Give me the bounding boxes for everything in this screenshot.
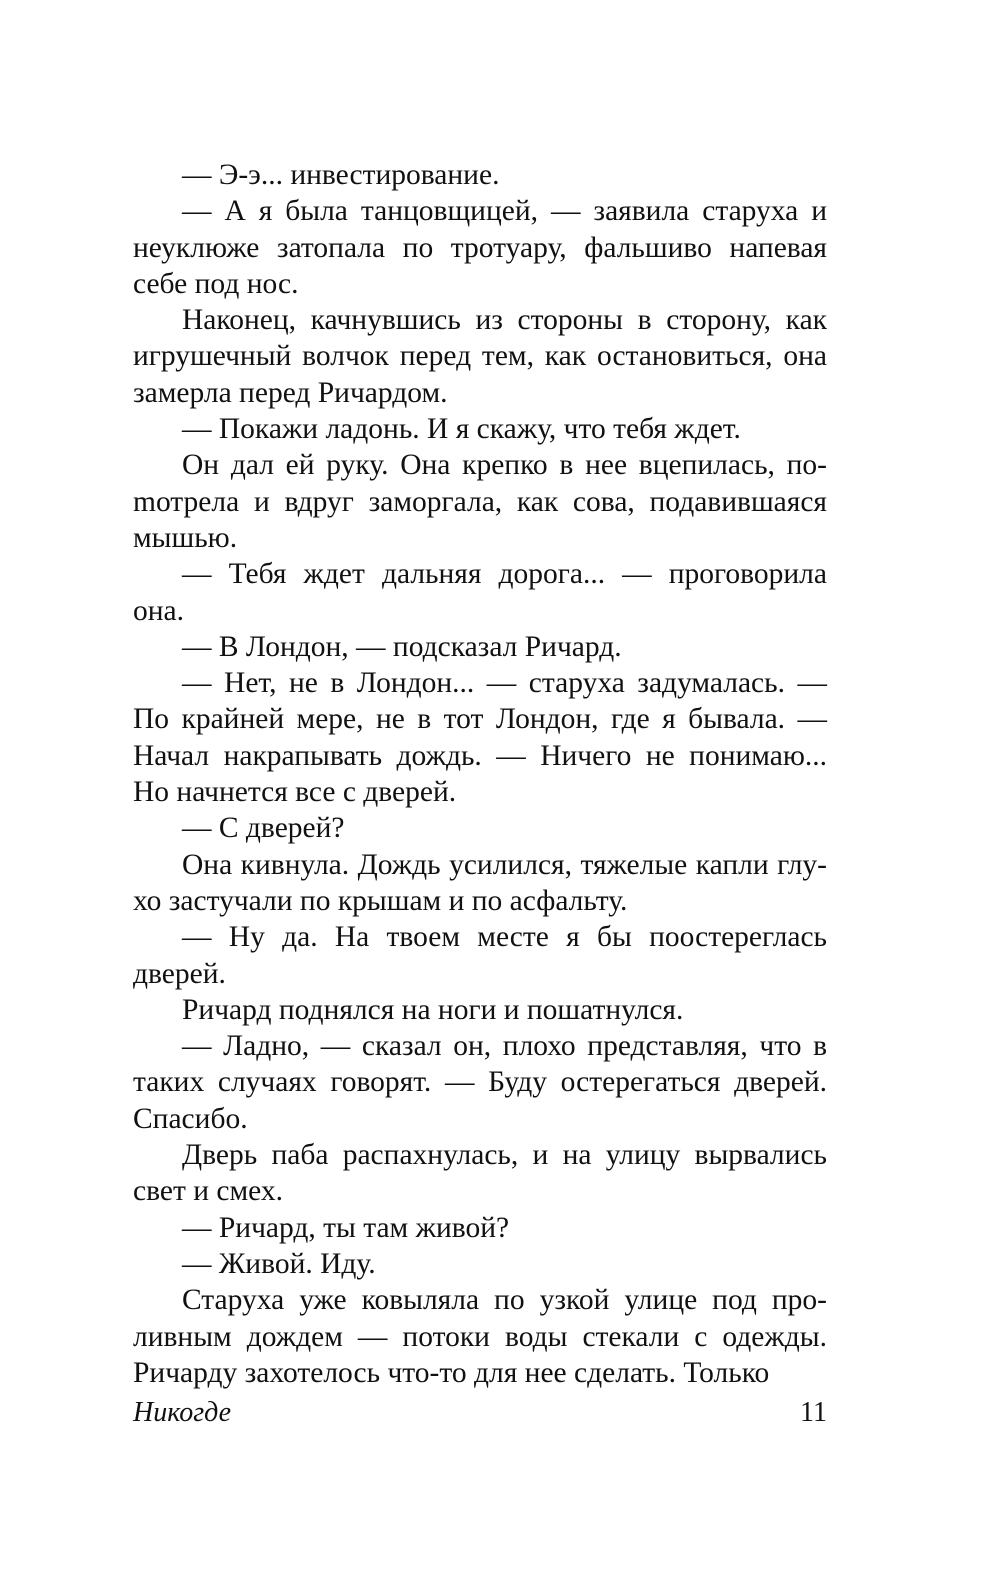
paragraph: — Тебя ждет дальняя дорога... — проговорила она. xyxy=(133,558,827,627)
paragraph: Дверь паба распахнулась, и на улицу вырвались свет и смех. xyxy=(133,1139,827,1208)
paragraph: — А я была танцовщицей, — заявила старуха и неуклюже затопала по тротуару, фальшиво напевая себе под нос. xyxy=(133,195,827,300)
page-number: 11 xyxy=(800,1397,827,1428)
paragraph: — Ну да. На твоем месте я бы поостереглась дверей. xyxy=(133,921,827,990)
paragraph: — Ричард, ты там живой? xyxy=(182,1211,510,1244)
running-footer-title: Никогде xyxy=(133,1397,232,1428)
body-text xyxy=(133,157,827,1391)
paragraph: — Покажи ладонь. И я скажу, что тебя ждет. xyxy=(182,413,741,446)
paragraph: Она кивнула. Дождь усилился, тяжелые капли глухо застучали по крышам и по асфальту. xyxy=(133,848,827,917)
paragraph: — Нет, не в Лондон... — старуха задумалась. — По крайней мере, не в тот Лондон, где я бывала. — Начал накрапывать дождь. — Ничего не понимаю... Но начнется все с дверей. xyxy=(133,667,827,809)
paragraph: — Живой. Иду. xyxy=(182,1247,376,1280)
paragraph: — С дверей? xyxy=(182,812,345,845)
paragraph: Наконец, качнувшись из стороны в сторону, как игрушечный волчок перед тем, как остановиться, она замерла перед Ричардом. xyxy=(133,304,827,409)
paragraph: — Ладно, — сказал он, плохо представляя, что в таких случаях говорят. — Буду остерегаться дверей. Спасибо. xyxy=(133,1030,827,1135)
paragraph: — В Лондон, — подсказал Ричард. xyxy=(182,630,622,663)
paragraph: — Э-э... инвестирование. xyxy=(182,159,500,191)
paragraph: Он дал ей руку. Она крепко в нее вцепилась, поmотрела и вдруг заморгала, как сова, подавившаяся мышью. xyxy=(133,449,827,554)
paragraph: Старуха уже ковыляла по узкой улице под проливным дождем — потоки воды стекали с одежды. Ричарду захотелось что-то для нее сделать. Только xyxy=(133,1284,827,1389)
paragraph: Ричард поднялся на ноги и пошатнулся. xyxy=(182,993,684,1026)
